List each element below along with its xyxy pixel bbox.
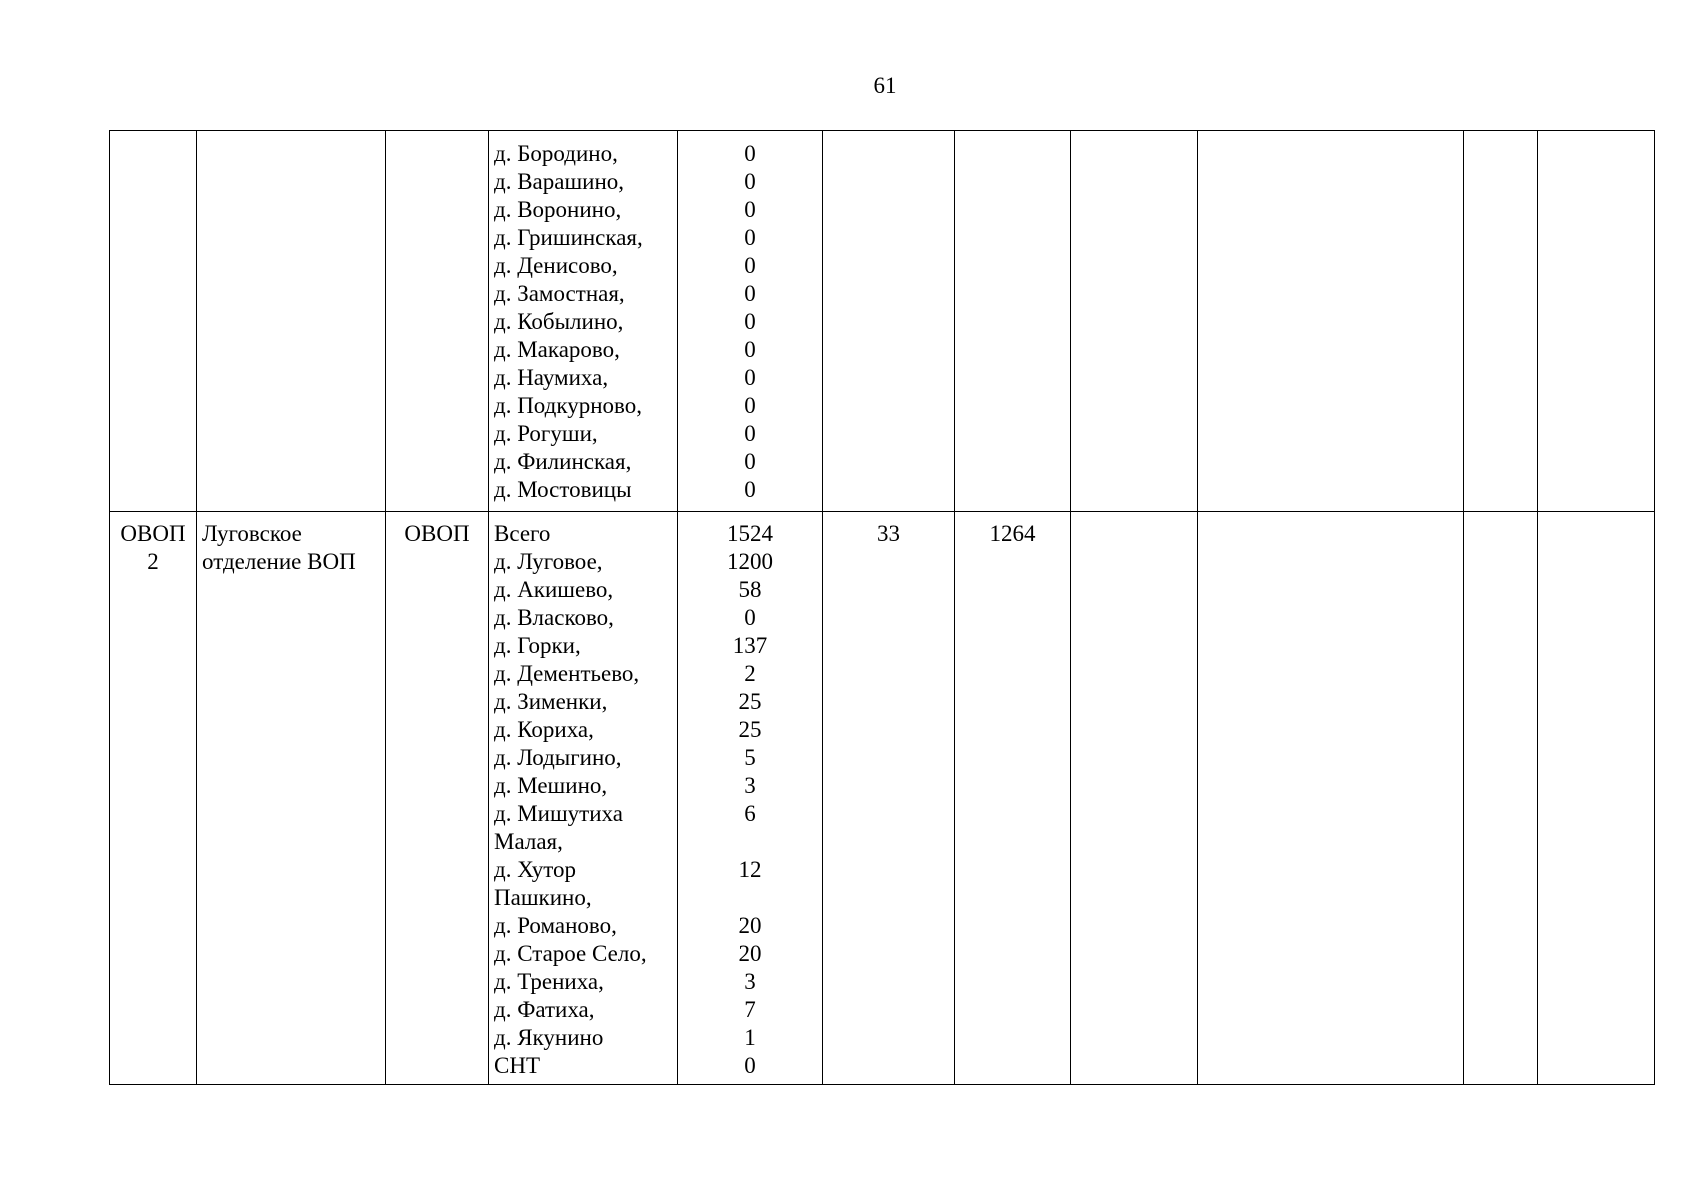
cell-line: 0	[744, 421, 756, 446]
table-row	[110, 131, 1655, 512]
cell-line: д. Акишево,	[494, 577, 614, 602]
empty-cell	[1538, 131, 1655, 512]
table-row	[110, 512, 1655, 1085]
column-a-text	[823, 140, 954, 168]
cell-line: 20	[738, 941, 762, 966]
places-cell	[489, 512, 678, 1085]
cell-line: 2	[744, 661, 756, 686]
cell-line: Всего	[494, 521, 551, 546]
cell-line: д. Хутор	[494, 857, 577, 882]
cell-line: д. Рогуши,	[494, 421, 598, 446]
empty-cell	[1071, 131, 1198, 512]
cell-line: 25	[738, 689, 762, 714]
cell-line: 0	[744, 393, 756, 418]
cell-line: 0	[744, 477, 756, 502]
cell-line: 0	[744, 169, 756, 194]
name-cell	[197, 131, 386, 512]
cell-line: 1524	[727, 521, 773, 546]
cell-line: СНТ	[494, 1053, 540, 1078]
column-b-cell	[955, 512, 1071, 1085]
column-a-cell	[823, 131, 955, 512]
cell-line	[678, 884, 822, 912]
cell-line: Пашкино,	[494, 885, 592, 910]
empty-cell	[1464, 512, 1538, 1085]
cell-line: д. Луговое,	[494, 549, 603, 574]
empty-cell	[1198, 131, 1464, 512]
cell-line: 1200	[727, 549, 773, 574]
column-a-cell	[823, 512, 955, 1085]
cell-line: д. Мишутиха	[494, 801, 623, 826]
code-cell	[110, 512, 197, 1085]
cell-line: 20	[738, 913, 762, 938]
population-cell	[678, 131, 823, 512]
empty-cell	[1464, 131, 1538, 512]
column-b-text	[955, 140, 1070, 168]
cell-line: ОВОП	[120, 521, 186, 546]
cell-line: д. Власково,	[494, 605, 614, 630]
cell-line: 0	[744, 141, 756, 166]
cell-line: 5	[744, 745, 756, 770]
cell-line: Малая,	[494, 829, 563, 854]
page-number: 61	[873, 73, 897, 98]
code-cell	[110, 131, 197, 512]
empty-cell	[1071, 512, 1198, 1085]
cell-line	[678, 828, 822, 856]
cell-line: д. Варашино,	[494, 169, 625, 194]
cell-line: д. Гришинская,	[494, 225, 643, 250]
cell-line: д. Макарово,	[494, 337, 620, 362]
cell-line: 0	[744, 449, 756, 474]
name-cell	[197, 512, 386, 1085]
cell-line: д. Кобылино,	[494, 309, 624, 334]
cell-line: д. Мостовицы	[494, 477, 632, 502]
cell-line: д. Подкурново,	[494, 393, 642, 418]
cell-line: д. Мешино,	[494, 773, 608, 798]
column-b-text: 1264	[989, 521, 1036, 546]
cell-line: 2	[147, 549, 159, 574]
cell-line: д. Кориха,	[494, 717, 594, 742]
cell-line: 3	[744, 773, 756, 798]
cell-line: д. Замостная,	[494, 281, 625, 306]
cell-line: д. Горки,	[494, 633, 581, 658]
population-cell	[678, 512, 823, 1085]
empty-cell	[1538, 512, 1655, 1085]
cell-line: д. Зименки,	[494, 689, 608, 714]
cell-line: 0	[744, 281, 756, 306]
cell-line: д. Дементьево,	[494, 661, 640, 686]
places-cell	[489, 131, 678, 512]
cell-line: 12	[738, 857, 762, 882]
cell-line: д. Бородино,	[494, 141, 618, 166]
cell-line: 0	[744, 309, 756, 334]
cell-line: отделение ВОП	[202, 549, 356, 574]
cell-line: 6	[744, 801, 756, 826]
cell-line: 0	[744, 197, 756, 222]
type-text	[386, 140, 488, 168]
cell-line: 3	[744, 969, 756, 994]
cell-line: д. Филинская,	[494, 449, 632, 474]
cell-line: 0	[744, 1053, 756, 1078]
cell-line: д. Лодыгино,	[494, 745, 622, 770]
settlements-table	[109, 130, 1655, 1085]
cell-line: Луговское	[202, 521, 302, 546]
cell-line: 0	[744, 253, 756, 278]
cell-line: 1	[744, 1025, 756, 1050]
column-a-text: 33	[877, 521, 900, 546]
cell-line: 0	[744, 605, 756, 630]
type-cell	[386, 131, 489, 512]
cell-line: д. Якунино	[494, 1025, 604, 1050]
cell-line: д. Денисово,	[494, 253, 618, 278]
cell-line: 7	[744, 997, 756, 1022]
cell-line: д. Фатиха,	[494, 997, 595, 1022]
cell-line: 25	[738, 717, 762, 742]
cell-line: 0	[744, 337, 756, 362]
type-text: ОВОП	[404, 521, 470, 546]
cell-line: д. Романово,	[494, 913, 617, 938]
cell-line: 0	[744, 225, 756, 250]
cell-line: д. Наумиха,	[494, 365, 609, 390]
cell-line: д. Воронино,	[494, 197, 622, 222]
cell-line: 58	[738, 577, 762, 602]
cell-line: 0	[744, 365, 756, 390]
cell-line: д. Старое Село,	[494, 941, 647, 966]
cell-line: д. Трениха,	[494, 969, 604, 994]
type-cell	[386, 512, 489, 1085]
column-b-cell	[955, 131, 1071, 512]
cell-line: 137	[732, 633, 768, 658]
empty-cell	[1198, 512, 1464, 1085]
